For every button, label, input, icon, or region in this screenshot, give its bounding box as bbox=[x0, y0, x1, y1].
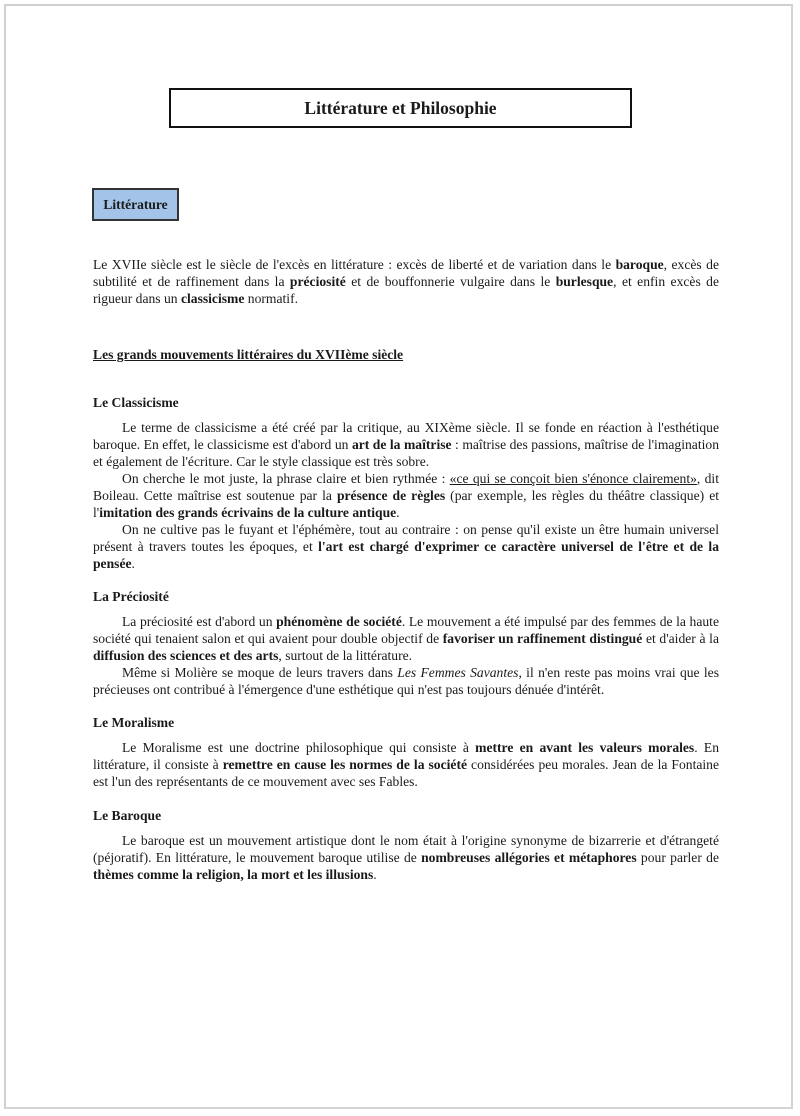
bold-term: remettre en cause les normes de la société bbox=[222, 757, 468, 772]
classicisme-heading: Le Classicisme bbox=[93, 395, 179, 410]
paragraph bbox=[93, 832, 719, 883]
text-run: Même si Molière se moque de leurs travers dans bbox=[122, 665, 398, 680]
baroque-section bbox=[93, 832, 719, 883]
text-run: pour parler de bbox=[636, 850, 719, 865]
bold-term: nombreuses allégories et métaphores bbox=[421, 850, 637, 865]
text-run: On ne cultive pas le fuyant et l'éphémère, tout au contraire : on pense qu'il existe un être humain universel présent à travers toutes les époques, et bbox=[93, 522, 719, 554]
text-run: : maîtrise des passions, maîtrise de l'imagination et également de l'écriture. Car le style classique est très sobre. bbox=[93, 437, 719, 469]
text-run: normatif. bbox=[244, 291, 299, 306]
text-run: Le Moralisme est une doctrine philosophique qui consiste à bbox=[122, 740, 476, 755]
text-run: , dit Boileau. Cette maîtrise est soutenue par la bbox=[93, 471, 719, 503]
text-run: . bbox=[373, 867, 377, 882]
paragraph bbox=[93, 521, 719, 572]
bold-term: l'art est chargé d'exprimer ce caractère universel de l'être et de la pensée bbox=[93, 539, 720, 571]
movements-heading: Les grands mouvements littéraires du XVIIème siècle bbox=[93, 347, 404, 362]
bold-term: présence de règles bbox=[336, 488, 446, 503]
text-run: Le XVIIe siècle est le siècle de l'excès en littérature : excès de liberté et de variation dans le bbox=[93, 257, 616, 272]
preciosite-section bbox=[93, 613, 719, 698]
text-run: , excès de subtilité et de raffinement dans la bbox=[93, 257, 719, 289]
bold-term: classicisme bbox=[180, 291, 245, 306]
section-label-box bbox=[92, 188, 179, 221]
text-run: . bbox=[131, 556, 135, 571]
classicisme-section bbox=[93, 419, 719, 572]
document-title: Littérature et Philosophie bbox=[304, 97, 497, 118]
text-run: (par exemple, les règles du théâtre classique) et l' bbox=[93, 488, 720, 520]
bold-term: art de la maîtrise bbox=[351, 437, 452, 452]
paragraph bbox=[93, 470, 719, 521]
book-title: Les Femmes Savantes bbox=[397, 665, 519, 680]
moralisme-heading: Le Moralisme bbox=[93, 715, 175, 730]
paragraph bbox=[93, 739, 719, 790]
bold-term: favoriser un raffinement distingué bbox=[442, 631, 643, 646]
bold-term: préciosité bbox=[289, 274, 346, 289]
bold-term: imitation des grands écrivains de la culture antique bbox=[99, 505, 397, 520]
preciosite-heading: La Préciosité bbox=[93, 589, 169, 604]
bold-term: diffusion des sciences et des arts bbox=[93, 648, 279, 663]
bold-term: baroque bbox=[615, 257, 664, 272]
text-run: On cherche le mot juste, la phrase claire et bien rythmée : bbox=[122, 471, 450, 486]
text-run: . En littérature, il consiste à bbox=[93, 740, 720, 772]
title-box bbox=[169, 88, 632, 128]
paragraph bbox=[93, 613, 719, 664]
paragraph bbox=[93, 419, 719, 470]
baroque-heading: Le Baroque bbox=[93, 808, 162, 823]
text-run: , il n'en reste pas moins vrai que les précieuses ont contribué à l'émergence d'une esthétique qui n'est pas toujours dénuée d'intérêt. bbox=[93, 665, 720, 697]
text-run: considérées peu morales. Jean de la Fontaine est l'un des représentants de ce mouvement avec ses Fables. bbox=[93, 757, 719, 789]
text-run: Le terme de classicisme a été créé par la critique, au XIXème siècle. Il se fonde en réaction à l'esthétique baroque. En effet, le classicisme est d'abord un bbox=[93, 420, 719, 452]
text-run: , et enfin excès de rigueur dans un bbox=[93, 274, 719, 306]
bold-term: burlesque bbox=[555, 274, 614, 289]
text-run: La préciosité est d'abord un bbox=[122, 614, 277, 629]
text-run: , surtout de la littérature. bbox=[278, 648, 413, 663]
text-run: . Le mouvement a été impulsé par des femmes de la haute société qui tenaient salon et qui avaient pour double objectif de bbox=[93, 614, 719, 646]
boileau-quote: «ce qui se conçoit bien s'énonce clairement» bbox=[449, 471, 697, 486]
text-run: . bbox=[396, 505, 400, 520]
document-page bbox=[4, 4, 793, 1109]
text-run: et d'aider à la bbox=[642, 631, 719, 646]
paragraph bbox=[93, 664, 719, 698]
section-label: Littérature bbox=[103, 197, 168, 212]
moralisme-section bbox=[93, 739, 719, 790]
text-run: et de bouffonnerie vulgaire dans le bbox=[345, 274, 556, 289]
bold-term: phénomène de société bbox=[276, 614, 402, 629]
bold-term: mettre en avant les valeurs morales bbox=[475, 740, 695, 755]
text-run: Le baroque est un mouvement artistique dont le nom était à l'origine synonyme de bizarrerie et d'étrangeté (péjoratif). En littérature, le mouvement baroque utilise de bbox=[93, 833, 719, 865]
bold-term: thèmes comme la religion, la mort et les illusions bbox=[93, 867, 374, 882]
intro-paragraph bbox=[93, 256, 719, 307]
